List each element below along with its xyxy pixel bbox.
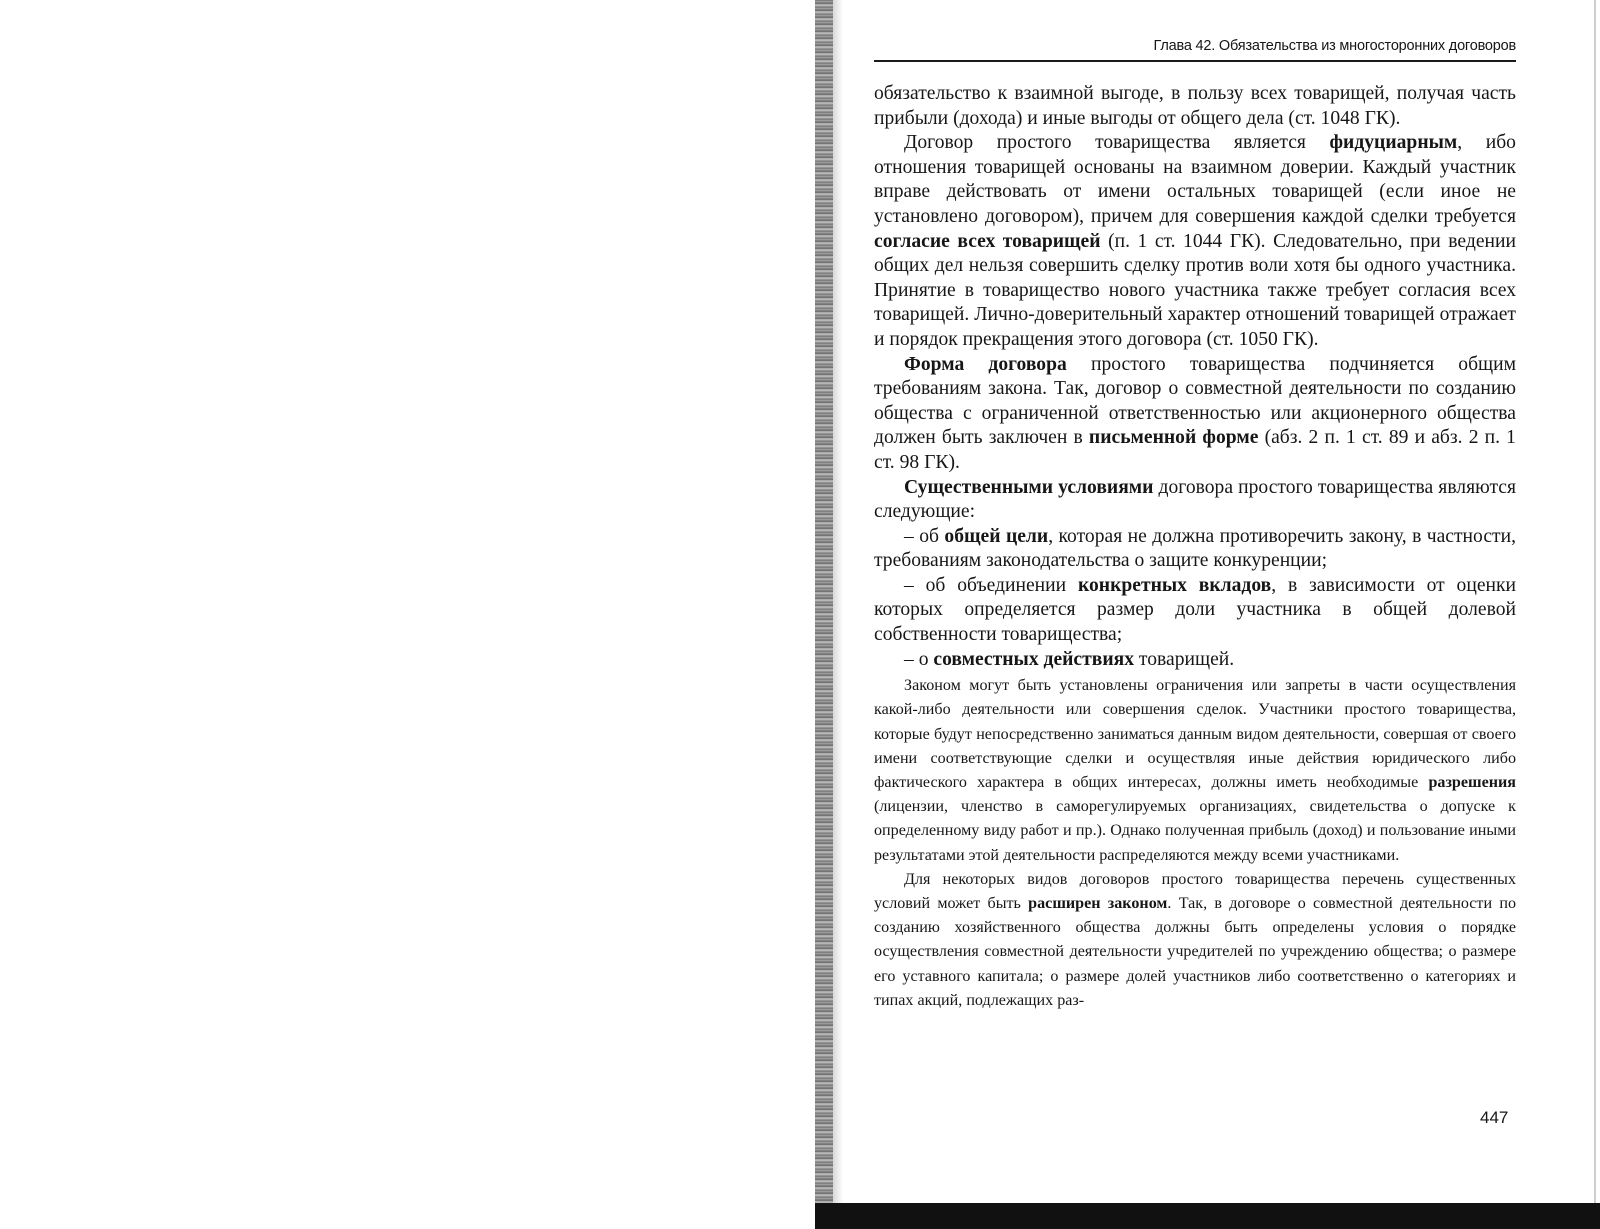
text-span: – об [904,525,945,547]
text-span: , ибо отношения товарищей основаны на взаимном доверии. Каждый участник вправе действовать от имени остальных товарищей (если иное не установлено договором), причем для совершения каждой сделки требуется [874,132,1516,227]
text-span: , в зависимости от оценки которых определяется размер доли участника в общей долевой собственности товарищества; [874,574,1517,646]
text-span: простого товарищества подчиняется общим требованиям закона. Так, договор о совместной деятельности по созданию общества с ограниченной ответственностью или акционерного общества должен быть заключен в [874,353,1517,449]
binding-edge [815,0,833,1229]
bold-term: расширен законом [1028,895,1168,913]
bold-term: общей цели [944,525,1049,547]
text-span: . Так, в договоре о совместной деятельности по созданию хозяйственного общества должны быть определены условия о порядке осуществления совместной деятельности учредителей по учреждению общества; о размере его уставного капитала; о размере долей участников либо соответственно о категориях и типах акций, подлежащих раз- [874,895,1516,1009]
text-span: (лицензии, членство в саморегулируемых организациях, свидетельства о допуске к определенному виду работ и пр.). Однако полученная прибыль (доход) и пользование иными результатами этой деятельности распределяются между всеми участниками. [874,798,1516,864]
list-item [874,648,1516,673]
text-span: Для некоторых видов договоров простого товарищества перечень существенных условий может быть [874,870,1516,913]
bold-term: согласие всех товарищей [874,230,1101,252]
bold-term: письменной форме [1088,427,1259,449]
bold-term: совместных действиях [933,648,1135,670]
main-text [874,82,1516,672]
bold-term: разрешения [1428,774,1516,792]
text-span: – об объединении [904,574,1078,596]
list-item [874,574,1516,648]
text-span: (п. 1 ст. 1044 ГК). Следовательно, при ведении общих дел нельзя совершить сделку против воли хотя бы одного участника. Принятие в товарищество нового участника также требует согласия всех товарищей. Лично-доверительный характер отношений товарищей отражает и порядок прекращения этого договора (ст. 1050 ГК). [874,230,1516,350]
scan-bottom-border [815,1203,1600,1229]
page-edge [1594,0,1596,1229]
paragraph [874,131,1516,352]
bold-term: Форма договора [904,353,1067,375]
bold-term: фидуциарным [1329,132,1458,154]
text-span: (абз. 2 п. 1 ст. 89 и абз. 2 п. 1 ст. 98 ГК). [874,427,1516,473]
text-span: , которая не должна противоречить закону, в частности, требованиям законодательства о защите конкуренции; [874,525,1516,572]
small-print-text [874,674,1516,1013]
page-number: 447 [1480,1108,1509,1127]
text-span: товарищей. [1134,648,1235,670]
list-item [874,525,1516,574]
text-span: договора простого товарищества являются следующие: [874,476,1516,523]
bold-term: Существенными условиями [904,476,1154,498]
text-span: – о [904,648,934,670]
paragraph [874,353,1516,476]
text-span: обязательство к взаимной выгоде, в пользу всех товарищей, получая часть прибыли (дохода) и иные выгоды от общего дела (ст. 1048 ГК). [874,83,1516,129]
running-header: Глава 42. Обязательства из многосторонних договоров [874,38,1516,62]
text-span: Договор простого товарищества является [904,132,1330,154]
text-span: Законом могут быть установлены ограничения или запреты в части осуществления какой-либо деятельности или совершения сделок. Участники простого товарищества, которые будут непосредственно заниматься данным видом деятельности, совершая от своего имени соответствующие сделки и осуществляя иные действия юридического либо фактического характера в общих интересах, должны иметь необходимые [874,677,1516,792]
binding-shadow [833,0,843,1229]
paragraph [874,868,1516,1013]
paragraph [874,674,1516,868]
book-page [874,38,1516,1013]
paragraph [874,82,1516,131]
bold-term: конкретных вкладов [1077,574,1272,596]
paragraph [874,476,1516,525]
